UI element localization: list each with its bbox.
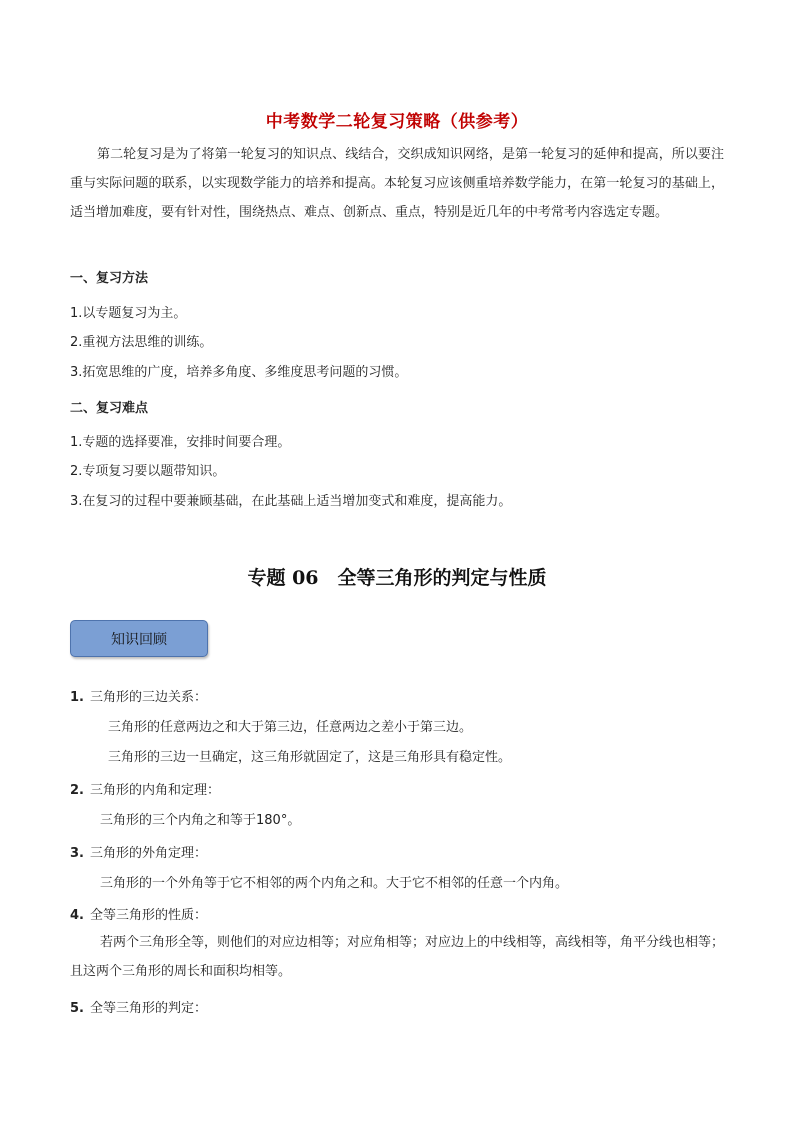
knowledge-heading-4 [70,904,207,923]
intro-paragraph: 第二轮复习是为了将第一轮复习的知识点、线结合，交织成知识网络，是第一轮复习的延伸和提高，所以要注重与实际问题的联系，以实现数学能力的培养和提高。本轮复习应该侧重培养数学能力，在第一轮复习的基础上，适当增加难度，要有针对性，围绕热点、难点、创新点、重点，特别是近几年的中考常考内容选定专题。 [70,147,724,220]
k4-paragraph: 若两个三角形全等，则他们的对应边相等；对应角相等；对应边上的中线相等，高线相等，角平分线也相等；且这两个三角形的周长和面积均相等。 [70,935,725,979]
k1-line-1: 三角形的任意两边之和大于第三边，任意两边之差小于第三边。 [108,720,473,735]
knowledge-number: 5. [70,1001,84,1016]
knowledge-review-badge: 知识回顾 [70,620,208,657]
knowledge-heading-text: 三角形的三边关系： [89,690,207,705]
knowledge-heading-3 [70,842,207,861]
method-item-2: 2.重视方法思维的训练。 [70,335,213,350]
knowledge-number: 1. [70,690,84,705]
knowledge-heading-text: 三角形的内角和定理： [89,783,220,798]
knowledge-heading-text: 三角形的外角定理： [89,846,207,861]
section-heading-methods: 一、复习方法 [70,271,149,286]
method-item-1: 1.以专题复习为主。 [70,306,187,321]
k2-line: 三角形的三个内角之和等于180°。 [100,813,301,828]
difficulty-item-3: 3.在复习的过程中要兼顾基础，在此基础上适当增加变式和难度，提高能力。 [70,494,512,509]
knowledge-heading-text: 全等三角形的判定： [89,1001,207,1016]
knowledge-number: 4. [70,908,84,923]
k3-line: 三角形的一个外角等于它不相邻的两个内角之和。大于它不相邻的任意一个内角。 [100,876,569,891]
knowledge-number: 2. [70,783,84,798]
document-title: 中考数学二轮复习策略（供参考） [265,112,529,132]
method-item-3: 3.拓宽思维的广度，培养多角度、多维度思考问题的习惯。 [70,365,408,380]
difficulty-item-2: 2.专项复习要以题带知识。 [70,464,226,479]
topic-title: 专题 06 全等三角形的判定与性质 [247,567,547,589]
section-heading-difficulties: 二、复习难点 [70,401,149,416]
difficulty-item-1: 1.专题的选择要准，安排时间要合理。 [70,435,291,450]
knowledge-heading-2 [70,779,220,798]
knowledge-heading-1 [70,686,207,705]
k1-line-2: 三角形的三边一旦确定，这三角形就固定了，这是三角形具有稳定性。 [108,750,512,765]
knowledge-heading-5 [70,997,207,1016]
knowledge-number: 3. [70,846,84,861]
knowledge-heading-text: 全等三角形的性质： [89,908,207,923]
